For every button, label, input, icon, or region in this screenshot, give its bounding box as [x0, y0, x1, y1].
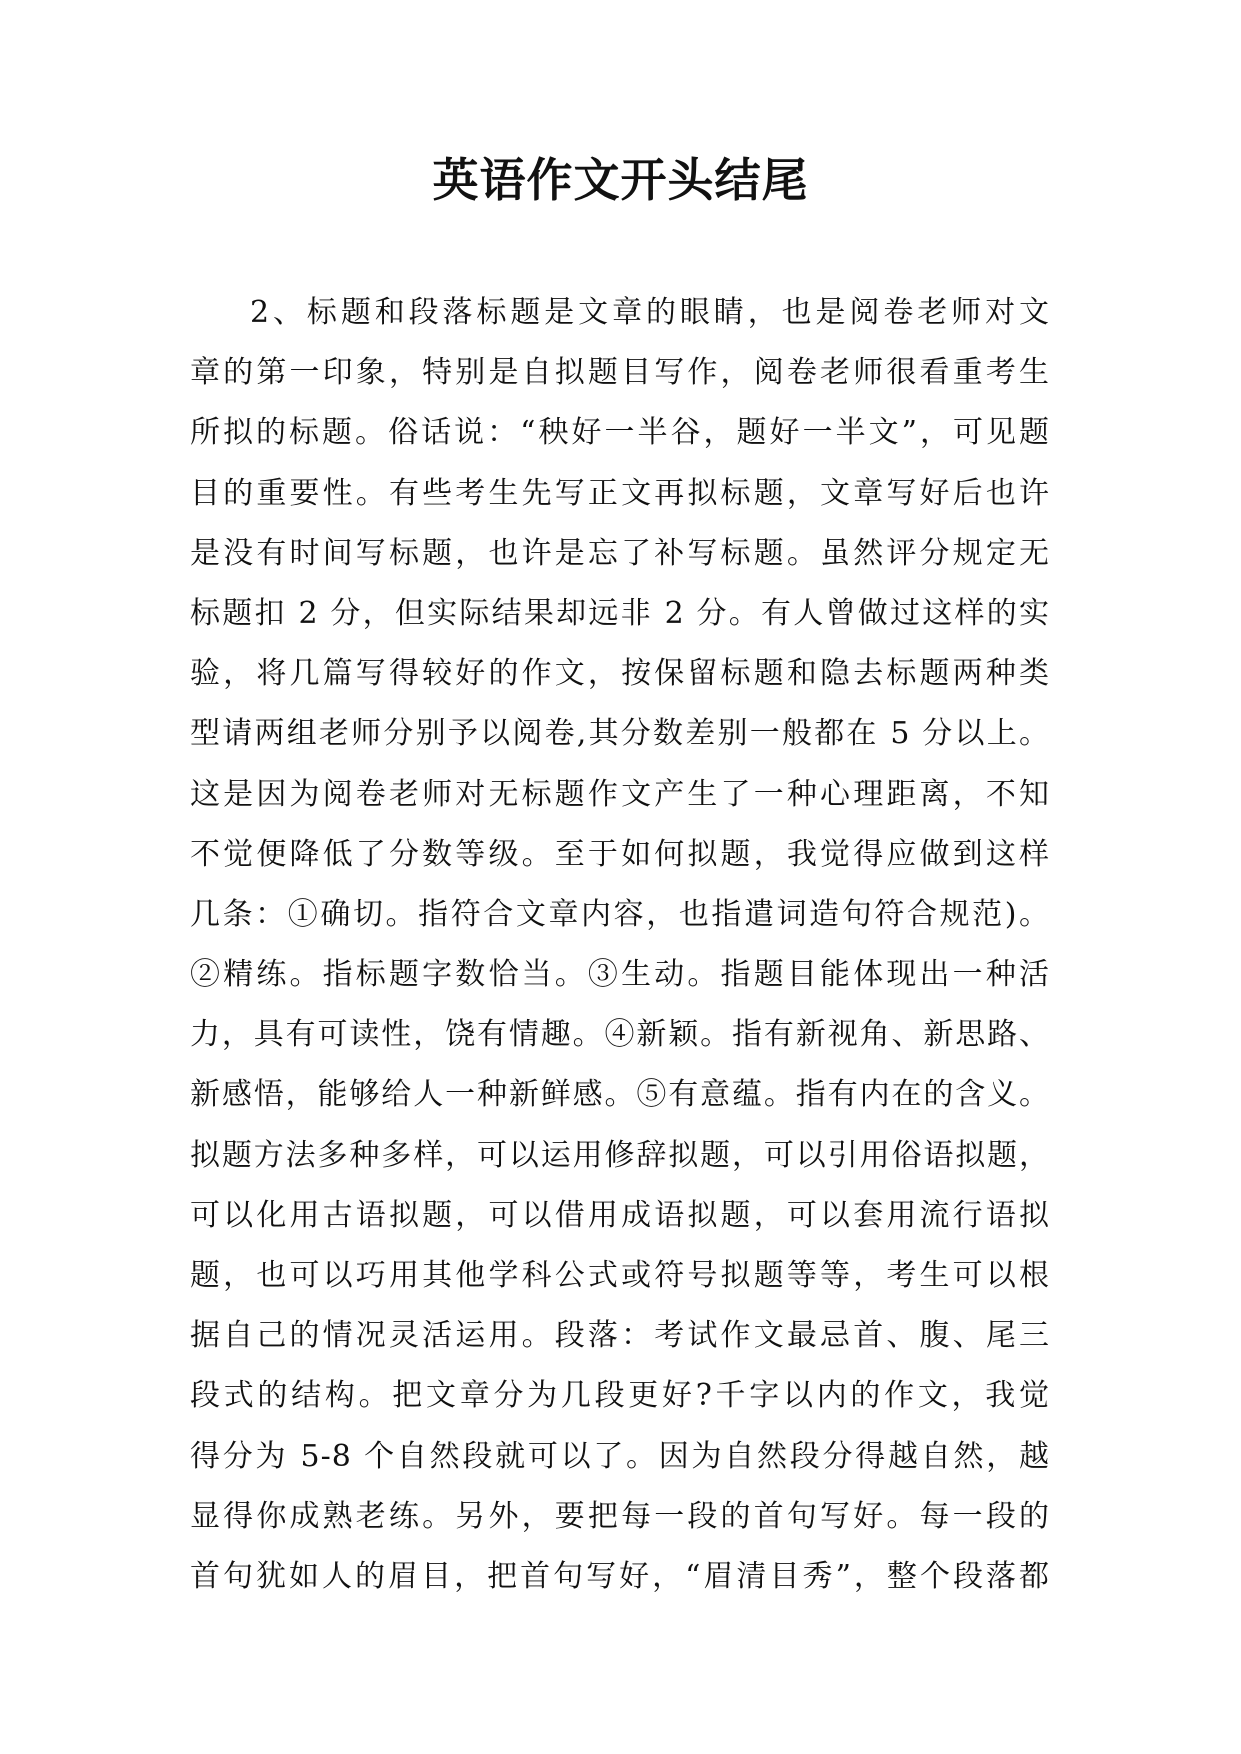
- text-line: 几条：①确切。指符合文章内容，也指遣词造句符合规范)。: [190, 896, 1050, 932]
- text-line: 这是因为阅卷老师对无标题作文产生了一种心理距离，不知: [190, 776, 1050, 812]
- document-title: 英语作文开头结尾: [432, 153, 809, 207]
- text-line: 力，具有可读性，饶有情趣。④新颖。指有新视角、新思路、: [190, 1017, 1050, 1053]
- text-line: 题，也可以巧用其他学科公式或符号拟题等等，考生可以根: [190, 1258, 1050, 1293]
- text-line: 标题扣 2 分，但实际结果却远非 2 分。有人曾做过这样的实: [190, 595, 1050, 631]
- text-line: 显得你成熟老练。另外，要把每一段的首句写好。每一段的: [190, 1498, 1050, 1534]
- text-line: 所拟的标题。俗话说：“秧好一半谷，题好一半文”，可见题: [190, 415, 1050, 451]
- text-line: 章的第一印象，特别是自拟题目写作，阅卷老师很看重考生: [190, 355, 1050, 391]
- text-line: 是没有时间写标题，也许是忘了补写标题。虽然评分规定无: [190, 535, 1050, 571]
- text-line: 2、标题和段落标题是文章的眼睛，也是阅卷老师对文: [250, 295, 1050, 330]
- text-line: 不觉便降低了分数等级。至于如何拟题，我觉得应做到这样: [190, 836, 1050, 872]
- text-line: 验，将几篇写得较好的作文，按保留标题和隐去标题两种类: [190, 656, 1050, 692]
- text-line: 新感悟，能够给人一种新鲜感。⑤有意蕴。指有内在的含义。: [190, 1077, 1050, 1113]
- text-line: 拟题方法多种多样，可以运用修辞拟题，可以引用俗语拟题，: [190, 1137, 1050, 1173]
- text-line: 得分为 5-8 个自然段就可以了。因为自然段分得越自然，越: [190, 1438, 1050, 1474]
- body-paragraph: [190, 283, 1050, 1607]
- text-line: 首句犹如人的眉目，把首句写好，“眉清目秀”，整个段落都: [190, 1558, 1050, 1594]
- text-line: 段式的结构。把文章分为几段更好?千字以内的作文，我觉: [190, 1378, 1050, 1414]
- text-line: 据自己的情况灵活运用。段落：考试作文最忌首、腹、尾三: [190, 1318, 1050, 1354]
- text-line: ②精练。指标题字数恰当。③生动。指题目能体现出一种活: [190, 957, 1050, 993]
- text-line: 型请两组老师分别予以阅卷,其分数差别一般都在 5 分以上。: [190, 716, 1050, 752]
- text-line: 目的重要性。有些考生先写正文再拟标题，文章写好后也许: [190, 475, 1050, 511]
- text-line: 可以化用古语拟题，可以借用成语拟题，可以套用流行语拟: [190, 1197, 1050, 1233]
